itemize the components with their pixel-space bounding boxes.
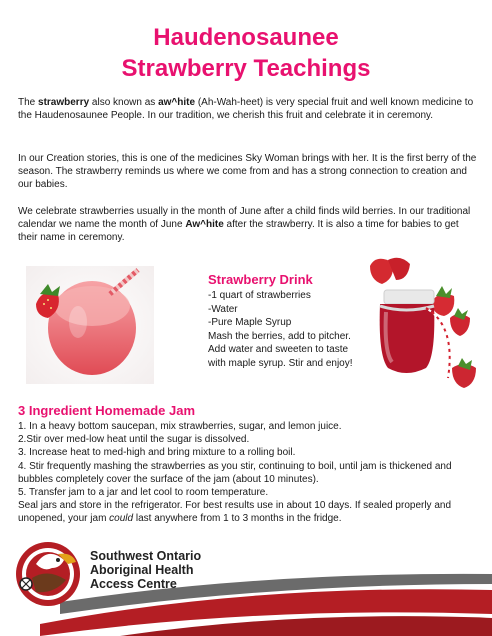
eagle-logo-icon bbox=[14, 538, 86, 610]
drink-ingredient: -Pure Maple Syrup bbox=[208, 317, 292, 329]
drink-ingredient: -Water bbox=[208, 303, 238, 315]
drink-instructions: Mash the berries, add to pitcher. Add water and sweeten to taste with maple syrup. Stir and enjoy! bbox=[208, 330, 353, 369]
strawberry-drink-photo bbox=[26, 266, 154, 384]
intro-paragraph-3: We celebrate strawberries usually in the month of June after a child finds wild berries. In our traditional calendar we name the month of June Aw^hite after the strawberry. It is also a time for babies to get their name in ceremony. bbox=[18, 206, 471, 244]
title-line-1: Haudenosaunee bbox=[153, 24, 339, 51]
jam-storage-note: Seal jars and store in the refrigerator. For best results use in about 10 days. If sealed properly and unopened, your jam could last anywhere from 1 to 3 months in the fridge. bbox=[18, 500, 452, 525]
jam-recipe bbox=[18, 420, 483, 526]
drink-ingredient: -1 quart of strawberries bbox=[208, 290, 311, 301]
organization-name: Southwest Ontario Aboriginal Health Access Centre bbox=[90, 549, 202, 591]
intro-paragraph-2: In our Creation stories, this is one of the medicines Sky Woman brings with her. It is the first berry of the season. The strawberry reminds us where we come from and has a strong connection to creation and our babies. bbox=[18, 153, 477, 191]
jam-step: 5. Transfer jam to a jar and let cool to room temperature. bbox=[18, 487, 269, 499]
strawberry-jam-photo bbox=[366, 256, 480, 398]
jam-step: 4. Stir frequently mashing the strawberries as you stir, continuing to boil, until jam is thickened and bubbles completely cover the surface of the jam (about 10 minutes). bbox=[18, 460, 452, 485]
intro-paragraph-1: The strawberry also known as aw^hite (Ah-Wah-heet) is very special fruit and well known medicine to the Haudenosaunee People. In our tradition, we cherish this fruit and celebrate it in ceremony. bbox=[18, 97, 474, 122]
awhite-month-term: Aw^hite bbox=[185, 219, 224, 231]
drink-title: Strawberry Drink bbox=[208, 272, 313, 287]
jam-step: 2.Stir over med-low heat until the sugar is dissolved. bbox=[18, 434, 250, 446]
awhite-term: aw^hite bbox=[158, 97, 196, 108]
title-line-2: Strawberry Teachings bbox=[121, 55, 371, 82]
jam-step: 1. In a heavy bottom saucepan, mix strawberries, sugar, and lemon juice. bbox=[18, 421, 342, 432]
page-title bbox=[0, 22, 492, 84]
jam-step: 3. Increase heat to med-high and bring mixture to a rolling boil. bbox=[18, 447, 296, 459]
strawberry-term: strawberry bbox=[38, 97, 90, 108]
drink-recipe bbox=[208, 289, 358, 371]
jam-title: 3 Ingredient Homemade Jam bbox=[18, 403, 195, 418]
